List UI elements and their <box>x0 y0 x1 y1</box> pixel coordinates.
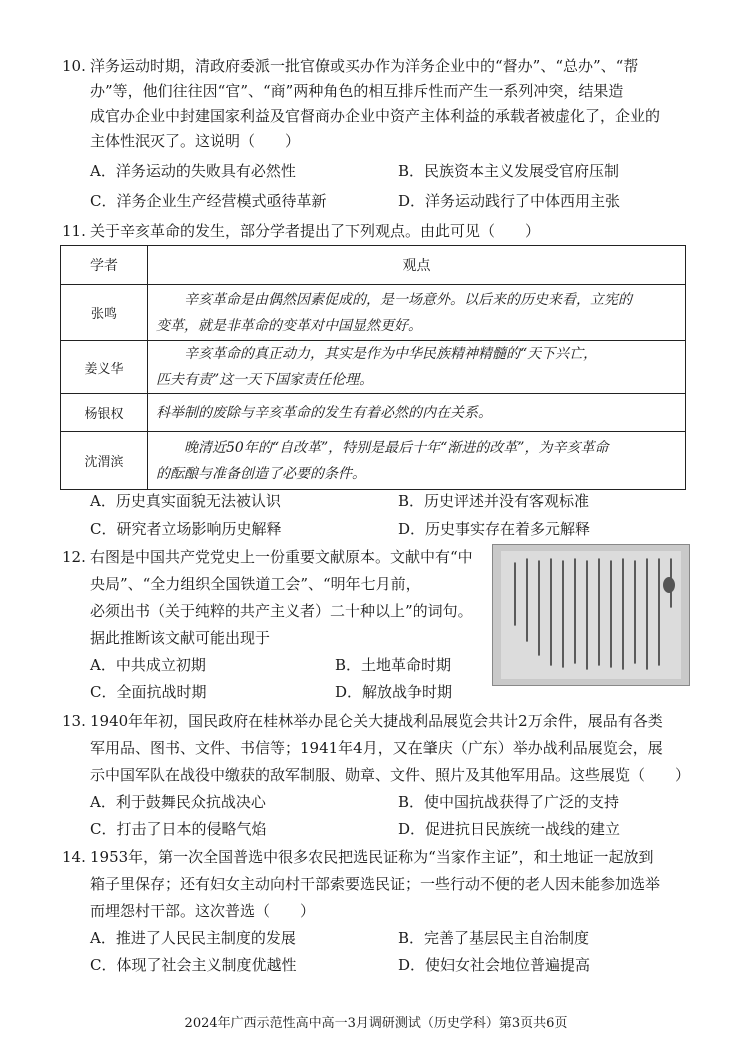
question-14-option-b: B．完善了基层民主自治制度 <box>398 929 590 947</box>
question-12-stem-line-2: 央局”、“全力组织全国铁道工会”、“明年七月前， <box>90 575 421 593</box>
question-12-number: 12. <box>62 548 86 566</box>
question-11-option-a: A．历史真实面貌无法被认识 <box>90 492 281 510</box>
scholar-name: 沈渭滨 <box>61 432 148 490</box>
question-13-option-d: D．促进抗日民族统一战线的建立 <box>398 820 621 838</box>
question-14-stem-line-2: 箱子里保存；还有妇女主动向村干部索要选民证；一些行动不便的老人因未能参加选举 <box>90 875 661 893</box>
question-11-stem: 关于辛亥革命的发生，部分学者提出了下列观点。由此可见（ ） <box>90 222 541 240</box>
document-scan-graphic <box>493 545 689 685</box>
historical-document-image <box>492 544 690 686</box>
question-13-stem-line-2: 军用品、图书、文件、书信等；1941年4月，又在肇庆（广东）举办战利品展览会，展 <box>90 739 663 757</box>
table-row <box>61 394 686 432</box>
scholar-view <box>148 285 686 341</box>
question-12-option-b: B．土地革命时期 <box>335 656 452 674</box>
scholar-view-line-2: 变革，就是非革命的变革对中国显然更好。 <box>156 317 422 334</box>
scholar-name: 张鸣 <box>61 285 148 341</box>
question-14-number: 14. <box>62 848 86 866</box>
scholar-view <box>148 394 686 432</box>
question-13-option-c: C．打击了日本的侵略气焰 <box>90 820 267 838</box>
question-12-option-a: A．中共成立初期 <box>90 656 206 674</box>
scholar-view-line-2: 匹夫有责”这一天下国家责任伦理。 <box>156 372 374 388</box>
scholar-view-line-1: 辛亥革命的真正动力，其实是作为中华民族精神精髓的“天下兴亡， <box>184 346 598 362</box>
question-13-option-b: B．使中国抗战获得了广泛的支持 <box>398 793 620 811</box>
question-10-number: 10. <box>62 57 86 75</box>
question-10-option-a: A．洋务运动的失败具有必然性 <box>90 162 296 180</box>
scholar-name: 姜义华 <box>61 341 148 394</box>
question-10-stem-line-4: 主体性泯灭了。这说明（ ） <box>90 132 301 150</box>
question-10-stem-line-3: 成官办企业中封建国家利益及官督商办企业中资产主体利益的承载者被虚化了，企业的 <box>90 107 661 125</box>
table-header-row <box>61 246 686 285</box>
scholar-view-line-1: 辛亥革命是由偶然因素促成的，是一场意外。以后来的历史来看，立宪的 <box>184 291 632 308</box>
scholar-view-line-2: 的酝酿与准备创造了必要的条件。 <box>156 465 366 482</box>
question-13-stem-line-1: 1940年年初，国民政府在桂林举办昆仑关大捷战利品展览会共计2万余件，展品有各类 <box>90 712 663 730</box>
scholar-views-table <box>60 245 686 490</box>
question-12-stem-line-3: 必须出书（关于纯粹的共产主义者）二十种以上”的词句。 <box>90 602 473 620</box>
question-14-option-c: C．体现了社会主义制度优越性 <box>90 956 297 974</box>
header-view: 观点 <box>148 246 686 285</box>
table-row <box>61 285 686 341</box>
question-14-stem-line-3: 而埋怨村干部。这次普选（ ） <box>90 902 316 920</box>
question-10-option-c: C．洋务企业生产经营模式亟待革新 <box>90 192 327 210</box>
question-10-option-d: D．洋务运动践行了中体西用主张 <box>398 192 621 210</box>
question-13-option-a: A．利于鼓舞民众抗战决心 <box>90 793 266 811</box>
scholar-name: 杨银权 <box>61 394 148 432</box>
header-scholar: 学者 <box>61 246 148 285</box>
table-row <box>61 341 686 394</box>
question-10-stem-line-1: 洋务运动时期，清政府委派一批官僚或买办作为洋务企业中的“督办”、“总办”、“帮 <box>90 57 639 75</box>
scholar-view <box>148 432 686 490</box>
table-row <box>61 432 686 490</box>
scholar-view-line-1: 晚清近50年的“自改革”，特别是最后十年“渐进的改革”，为辛亥革命 <box>184 439 609 456</box>
question-10-stem-line-2: 办”等，他们往往因“官”、“商”两种角色的相互排斥性而产生一系列冲突，结果造 <box>90 82 624 100</box>
question-12-option-c: C．全面抗战时期 <box>90 683 207 701</box>
question-11-option-d: D．历史事实存在着多元解释 <box>398 520 591 538</box>
question-13-number: 13. <box>62 712 86 730</box>
question-14-option-a: A．推进了人民民主制度的发展 <box>90 929 296 947</box>
question-10-option-b: B．民族资本主义发展受官府压制 <box>398 162 620 180</box>
question-11-option-b: B．历史评述并没有客观标准 <box>398 492 590 510</box>
question-12-stem-line-1: 右图是中国共产党党史上一份重要文献原本。文献中有“中 <box>90 548 473 566</box>
scholar-view-line-1: 科举制的废除与辛亥革命的发生有着必然的内在关系。 <box>156 404 492 421</box>
question-12-stem-line-4: 据此推断该文献可能出现于 <box>90 629 271 647</box>
question-11-number: 11. <box>62 222 86 240</box>
question-14-stem-line-1: 1953年，第一次全国普选中很多农民把选民证称为“当家作主证”，和土地证一起放到 <box>90 848 654 866</box>
scholar-view <box>148 341 686 394</box>
question-11-option-c: C．研究者立场影响历史解释 <box>90 520 282 538</box>
question-14-option-d: D．使妇女社会地位普遍提高 <box>398 956 591 974</box>
question-13-stem-line-3: 示中国军队在战役中缴获的敌军制服、勋章、文件、照片及其他军用品。这些展览（ ） <box>90 766 691 784</box>
page-footer: 2024年广西示范性高中高一3月调研测试（历史学科）第3页共6页 <box>184 1016 568 1031</box>
question-12-option-d: D．解放战争时期 <box>335 683 453 701</box>
